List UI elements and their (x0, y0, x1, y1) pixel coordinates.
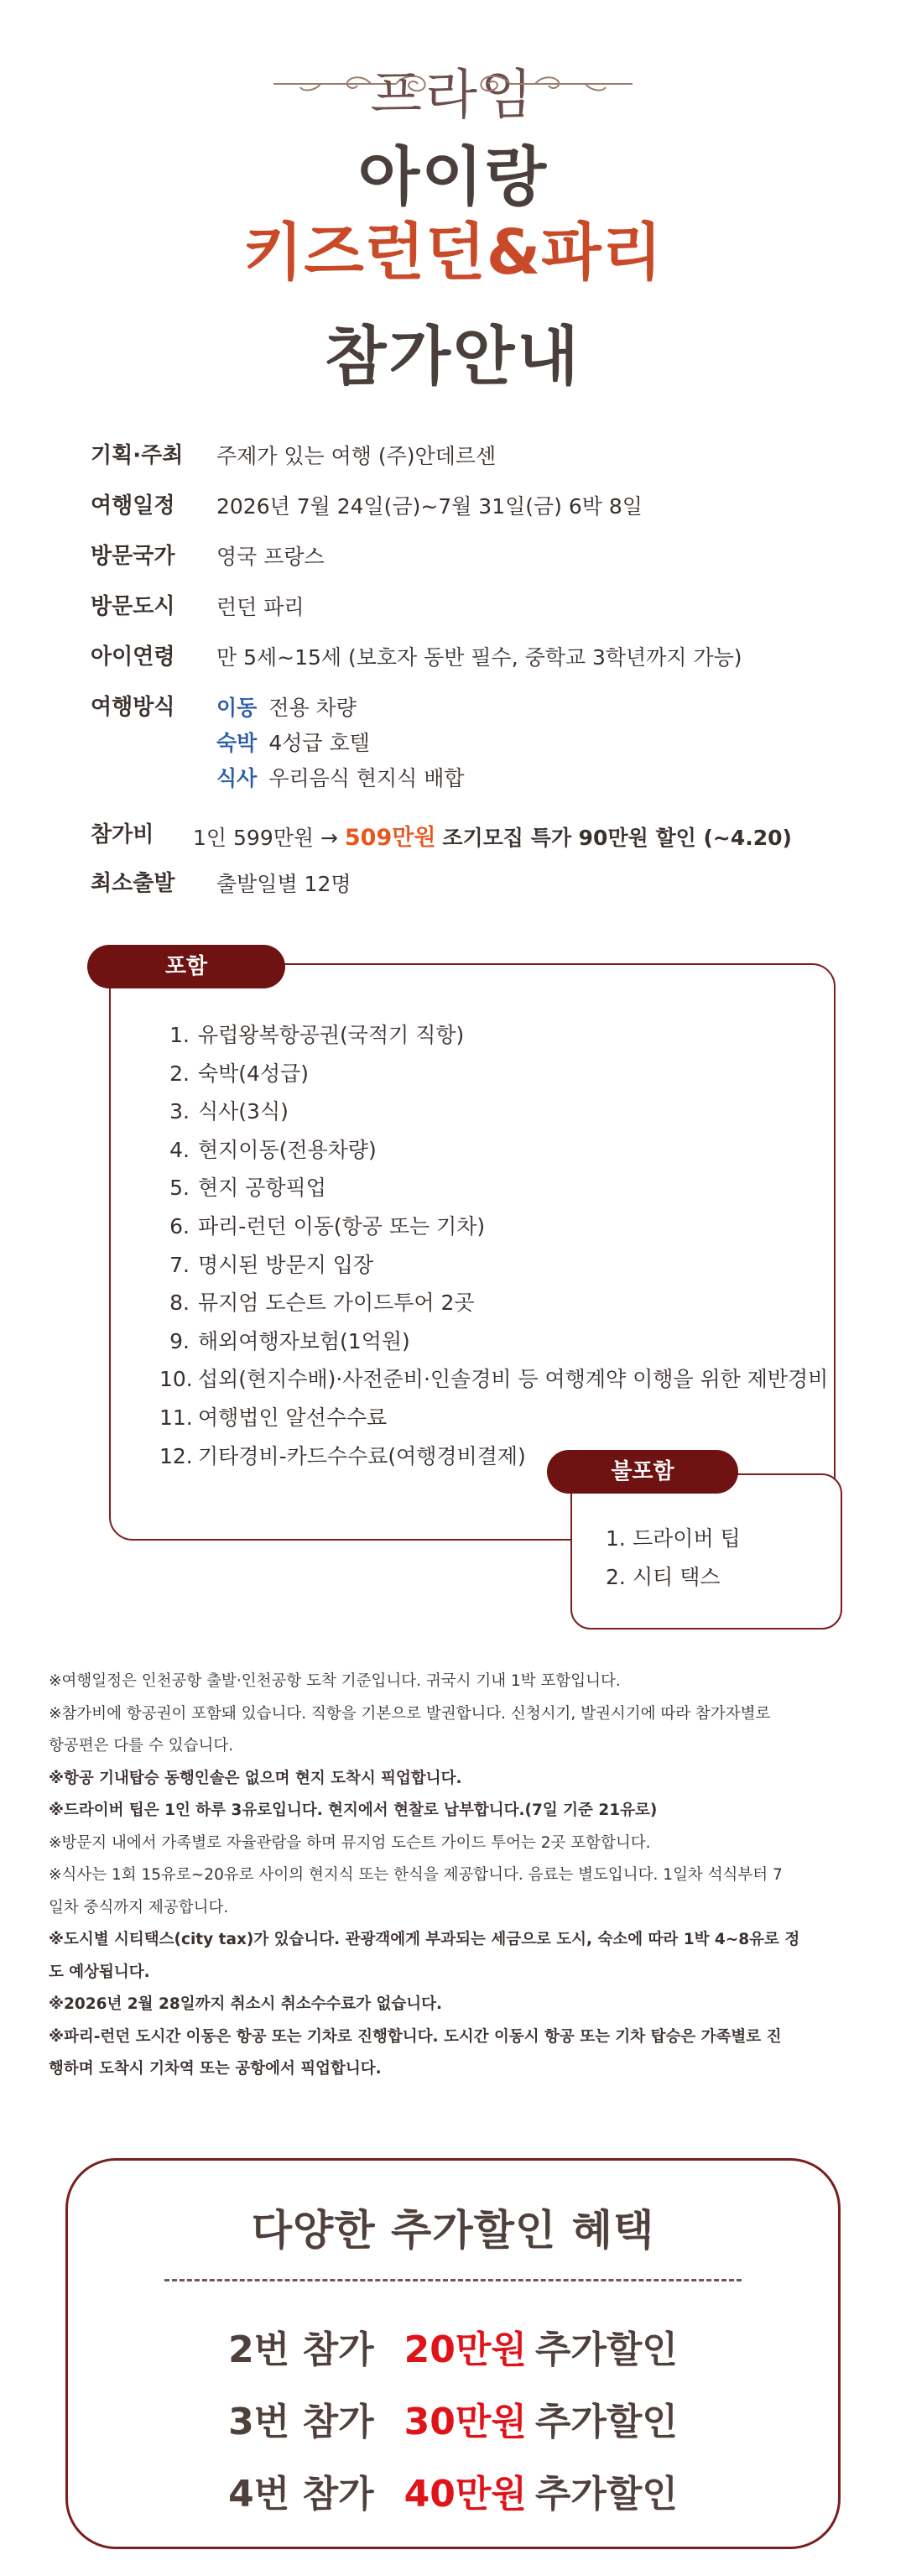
right-ornament-icon (468, 67, 636, 101)
brand-prime: 프라임 (370, 65, 536, 127)
discount-title: 다양한 추가할인 혜택 (251, 2206, 655, 2255)
excluded-list (606, 1522, 741, 1599)
title-line-1: 아이랑 (357, 139, 549, 214)
info-row-travel-mode (91, 690, 846, 723)
list-item: 12. 기타경비-카드수수료(여행경비결제) (159, 1443, 526, 1468)
discount-label: 2번 참가 (228, 2328, 374, 2371)
discount-label: 4번 참가 (228, 2473, 374, 2516)
list-item: 1. 유럽왕복항공권(국적기 직항) (169, 1023, 465, 1047)
discount-suffix: 추가할인 (534, 2328, 678, 2371)
note-line: ※항공 기내탑승 동행인솔은 없으며 현지 도착시 픽업합니다. (49, 1769, 462, 1787)
info-key: 방문국가 (91, 544, 175, 569)
note-line: ※파리-런던 도시간 이동은 항공 또는 기차로 진행합니다. 도시간 이동시 항공 또는 기차 탑승은 가족별로 진 (49, 2027, 782, 2046)
list-item: 7. 명시된 방문지 입장 (169, 1252, 374, 1277)
price-value (193, 819, 792, 852)
note-line: ※방문지 내에서 가족별로 자율관람을 하며 뮤지엄 도슨트 가이드 투어는 2곳 포함합니다. (49, 1833, 651, 1852)
discount-row (0, 2319, 906, 2378)
discount-label: 3번 참가 (228, 2401, 374, 2443)
info-row-travel-mode-3 (91, 760, 846, 794)
info-value: 런던 파리 (216, 595, 305, 619)
travel-value: 전용 차량 (268, 696, 357, 720)
list-item: 4. 현지이동(전용차량) (169, 1137, 377, 1162)
info-value: 주제가 있는 여행 (주)안데르센 (216, 444, 497, 468)
original-price: 1인 599만원 → (193, 826, 338, 850)
list-item: 1. 드라이버 팁 (606, 1526, 741, 1551)
price-note: 조기모집 특가 90만원 할인 (~4.20) (442, 826, 792, 850)
discount-amount: 20만원 (404, 2328, 527, 2371)
discount-row (0, 2464, 906, 2522)
note-line: ※참가비에 항공권이 포함돼 있습니다. 직항을 기본으로 발권합니다. 신청시기, 발권시기에 따라 참가자별로 (49, 1704, 771, 1723)
title-line-2: 키즈런던&파리 (242, 216, 664, 289)
info-row-age (91, 639, 846, 673)
list-item: 3. 식사(3식) (169, 1099, 289, 1124)
info-key: 방문도시 (91, 594, 175, 619)
discount-amount: 30만원 (404, 2401, 527, 2443)
info-row-travel-mode-2 (91, 725, 846, 759)
prime-row (0, 52, 906, 127)
info-key: 최소출발 (91, 871, 175, 896)
discount-divider (164, 2279, 742, 2281)
travel-tag: 숙박 (216, 731, 258, 755)
notes (49, 1666, 862, 2086)
discount-amount: 40만원 (404, 2473, 527, 2516)
note-line: 일차 중식까지 제공합니다. (49, 1898, 229, 1916)
info-row-minimum (91, 866, 846, 900)
list-item: 2. 숙박(4성급) (169, 1061, 310, 1086)
note-line: 도 예상됩니다. (49, 1963, 150, 1981)
travel-value: 4성급 호텔 (268, 731, 370, 755)
note-line: ※도시별 시티택스(city tax)가 있습니다. 관광객에게 부과되는 세금으로 도시, 숙소에 따라 1박 4~8유로 정 (49, 1931, 800, 1948)
info-row-countries (91, 539, 846, 572)
list-item: 9. 해외여행자보험(1억원) (169, 1328, 410, 1353)
note-line: ※2026년 2월 28일까지 취소시 취소수수료가 없습니다. (49, 1995, 443, 2013)
list-item: 10. 섭외(현지수배)·사전준비·인솔경비 등 여행계약 이행을 위한 제반경비 (159, 1367, 829, 1392)
discount-suffix: 추가할인 (534, 2473, 678, 2516)
included-label: 포함 (87, 945, 285, 988)
header (0, 0, 906, 394)
travel-tag: 식사 (216, 766, 258, 790)
list-item: 6. 파리-런던 이동(항공 또는 기차) (169, 1213, 486, 1238)
info-value (216, 691, 357, 722)
info-value: 출발일별 12명 (216, 872, 351, 896)
discount-row (0, 2391, 906, 2450)
info-row-schedule (91, 488, 846, 522)
info-value (216, 762, 465, 792)
excluded-label: 불포함 (547, 1450, 738, 1494)
note-line: ※여행일정은 인천공항 출발·인천공항 도착 기준입니다. 귀국시 기내 1박 포함입니다. (49, 1672, 621, 1690)
list-item: 5. 현지 공항픽업 (169, 1176, 326, 1201)
title-line-3: 참가안내 (325, 319, 581, 394)
discount-suffix: 추가할인 (534, 2401, 678, 2443)
info-row-organizer (91, 438, 846, 472)
travel-value: 우리음식 현지식 배합 (268, 766, 465, 790)
list-item: 2. 시티 택스 (606, 1565, 721, 1589)
info-value: 영국 프랑스 (216, 545, 325, 569)
info-key: 기획·주최 (91, 443, 184, 468)
note-line: ※식사는 1회 15유로~20유로 사이의 현지식 또는 한식을 제공합니다. 음료는 별도입니다. 1일차 석식부터 7 (49, 1866, 783, 1884)
travel-tag: 이동 (216, 696, 258, 720)
info-value: 만 5세~15세 (보호자 동반 필수, 중학교 3학년까지 가능) (216, 645, 742, 670)
list-item: 8. 뮤지엄 도슨트 가이드투어 2곳 (169, 1291, 475, 1316)
info-key: 참가비 (91, 822, 154, 847)
info-value: 2026년 7월 24일(금)~7월 31일(금) 6박 8일 (216, 494, 643, 519)
sale-price: 509만원 (344, 825, 436, 851)
note-line: 행하며 도착시 기차역 또는 공항에서 픽업합니다. (49, 2060, 382, 2078)
info-key: 아이연령 (91, 644, 175, 670)
info-key: 여행방식 (91, 695, 175, 720)
info-key: 여행일정 (91, 493, 175, 519)
list-item: 11. 여행법인 알선수수료 (159, 1405, 388, 1430)
note-line: ※드라이버 팁은 1인 하루 3유로입니다. 현지에서 현찰로 납부합니다.(7일 기준 21유로) (49, 1802, 658, 1819)
info-row-cities (91, 589, 846, 623)
included-list (159, 1019, 828, 1478)
info-row-price (91, 817, 846, 851)
note-line: 항공편은 다를 수 있습니다. (49, 1737, 234, 1755)
info-value (216, 727, 370, 757)
